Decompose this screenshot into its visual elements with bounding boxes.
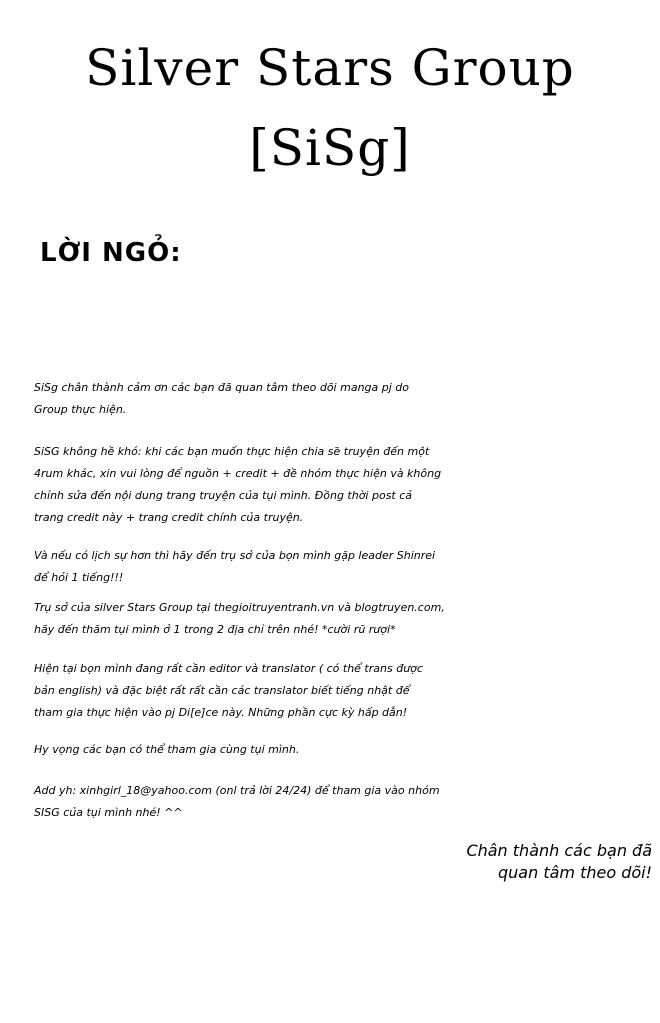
paragraph-contact: [34, 780, 660, 824]
paragraph-line: Và nếu có lịch sự hơn thì hãy đến trụ sở của bọn mình gặp leader Shinrei: [34, 549, 436, 562]
paragraph-line: chỉnh sửa đến nội dung trang truyện của tụi mình. Đồng thời post cả: [34, 489, 413, 502]
paragraph-line: SiSG không hề khó: khi các bạn muốn thực hiện chia sẽ truyện đến một: [34, 445, 430, 458]
closing-line: Chân thành các bạn đã: [466, 841, 652, 860]
section-heading: LỜI NGỎ:: [40, 238, 182, 268]
closing-line: quan tâm theo dõi!: [497, 863, 652, 882]
closing-note: [466, 840, 652, 884]
paragraph-hope: [34, 739, 660, 761]
paragraph-line: hãy đến thăm tụi mình ở 1 trong 2 địa chỉ trên nhé! *cười rũ rượi*: [34, 623, 396, 636]
paragraph-recruitment: [34, 658, 660, 724]
paragraph-line: 4rum khác, xin vui lòng để nguồn + credit + đề nhóm thực hiện và không: [34, 467, 442, 480]
paragraph-line: SiSg chân thành cảm ơn các bạn đã quan tâm theo dõi manga pj do: [34, 381, 410, 394]
group-tag: [SiSg]: [249, 119, 411, 177]
paragraph-line: Add yh: xinhgirl_18@yahoo.com (onl trả lời 24/24) để tham gia vào nhóm: [34, 784, 440, 797]
paragraph-thanks: [34, 377, 660, 421]
group-title: Silver Stars Group: [85, 39, 575, 97]
paragraph-line: để hỏi 1 tiếng!!!: [34, 571, 124, 584]
paragraph-line: Hy vọng các bạn có thể tham gia cùng tụi mình.: [34, 743, 300, 756]
paragraph-line: Group thực hiện.: [34, 403, 127, 416]
paragraph-line: tham gia thực hiện vào pj Di[e]ce này. Những phần cực kỳ hấp dẫn!: [34, 706, 408, 719]
paragraph-line: trang credit này + trang credit chính của truyện.: [34, 511, 304, 524]
paragraph-line: SISG của tụi mình nhé! ^^: [34, 806, 183, 819]
paragraph-line: Trụ sở của silver Stars Group tại thegioitruyentranh.vn và blogtruyen.com,: [34, 601, 445, 614]
paragraph-sharing-rules: [34, 441, 660, 529]
paragraph-line: Hiện tại bọn mình đang rất cần editor và translator ( có thể trans được: [34, 662, 423, 675]
paragraph-headquarters: [34, 597, 660, 641]
paragraph-courtesy: [34, 545, 660, 589]
paragraph-line: bản english) và đặc biệt rất rất cần các translator biết tiếng nhật để: [34, 684, 410, 697]
